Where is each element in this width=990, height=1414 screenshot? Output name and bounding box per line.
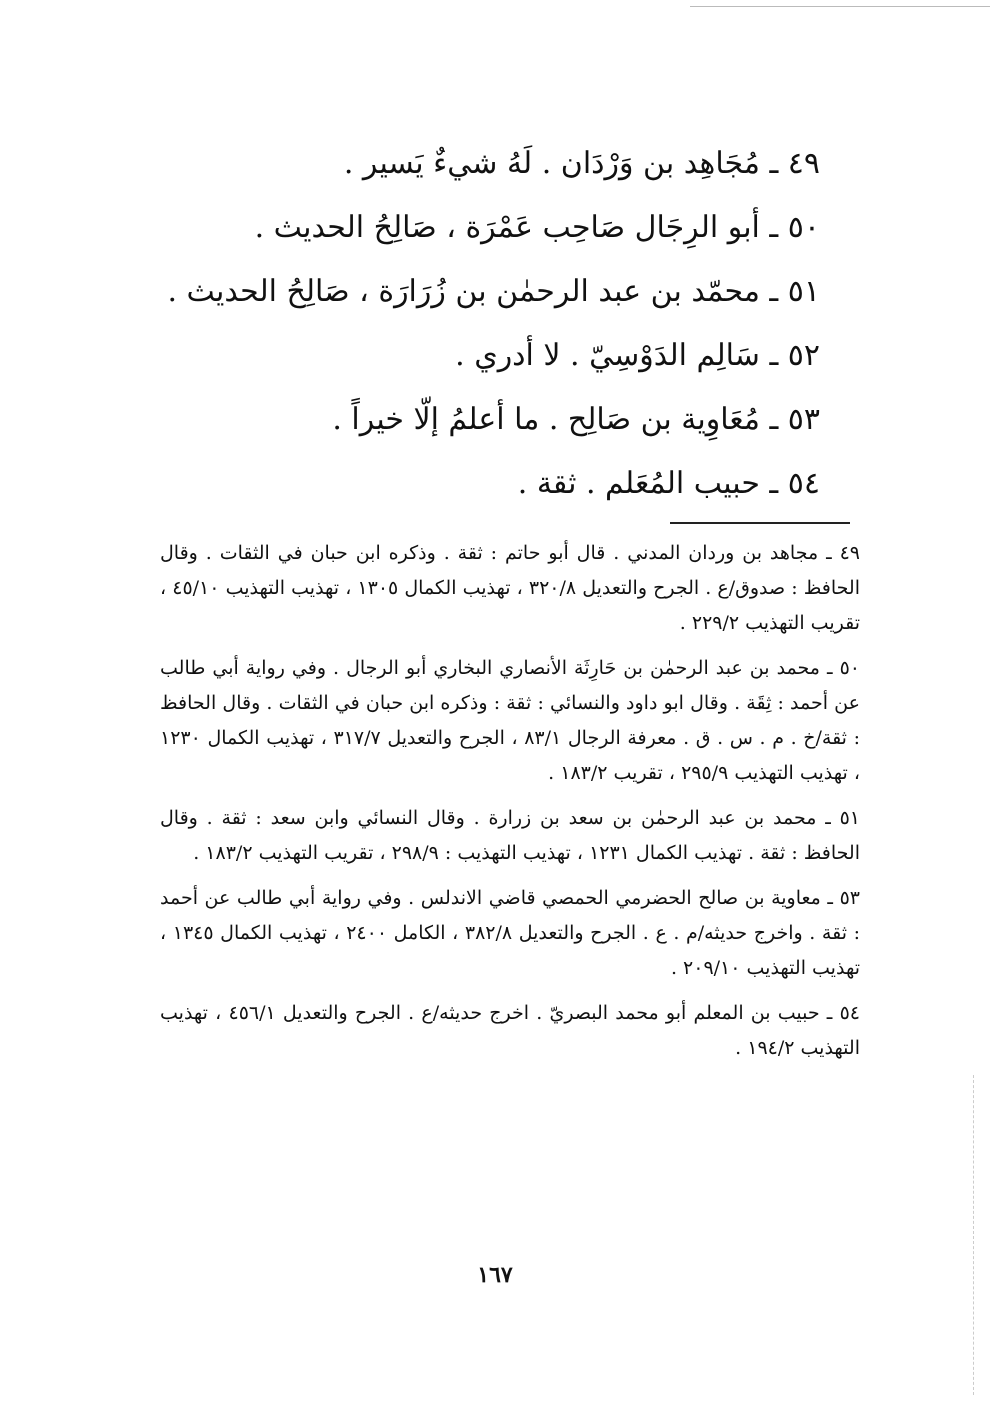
page-number: ١٦٧: [477, 1262, 513, 1288]
entry-52: ٥٢ ـ سَالِم الدَوْسِيّ . لا أدري .: [455, 338, 820, 373]
entry-49: ٤٩ ـ مُجَاهِد بن وَرْدَان . لَهُ شيءٌ يَسير .: [343, 146, 820, 181]
narrator-entries: [140, 132, 820, 516]
footnote-49: ٤٩ ـ مجاهد بن وردان المدني . قال أبو حاتم : ثقة . وذكره ابن حبان في الثقات . وقال الحافظ : صدوق/ع . الجرح والتعديل ٣٢٠/٨ ، تهذيب الكمال ١٣٠٥ ، تهذيب التهذيب ٤٥/١٠ ، تقريب التهذيب ٢٢٩/٢ .: [160, 542, 860, 634]
footnote-separator: [670, 522, 850, 524]
footnote-50: ٥٠ ـ محمد بن عبد الرحمٰن بن حَارِثَة الأنصاري البخاري أبو الرجال . وفي رواية أبي طالب عن أحمد : ثِقَة . وقال ابو داود والنسائي : ثقة : وذكره ابن حبان في الثقات . وقال الحافظ : ثقة/خ . م . س . ق . معرفة الرجال ٨٣/١ ، الجرح والتعديل ٣١٧/٧ ، تهذيب الكمال ١٢٣٠ ، تهذيب التهذيب ٢٩٥/٩ ، تقريب ١٨٣/٢ .: [160, 657, 860, 784]
entry-50: ٥٠ ـ أبو الرِجَال صَاحِب عَمْرَة ، صَالِحُ الحديث .: [254, 210, 820, 245]
footnote-54: ٥٤ ـ حبيب بن المعلم أبو محمد البصريّ . اخرج حديثه/ع . الجرح والتعديل ٤٥٦/١ ، تهذيب التهذيب ١٩٤/٢ .: [160, 1002, 860, 1059]
entry-54: ٥٤ ـ حبيب المُعَلم . ثقة .: [517, 466, 820, 501]
entry-53: ٥٣ ـ مُعَاوِية بن صَالِح . ما أعلمُ إلّا خيراً .: [332, 402, 820, 437]
top-edge-line: [690, 6, 990, 7]
footnotes: [160, 536, 860, 1076]
entry-51: ٥١ ـ محمّد بن عبد الرحمٰن بن زُرَارَة ، صَالِحُ الحديث .: [167, 274, 820, 309]
footnote-51: ٥١ ـ محمد بن عبد الرحمٰن بن سعد بن زرارة . وقال النسائي وابن سعد : ثقة . وقال الحافظ : ثقة . تهذيب الكمال ١٢٣١ ، تهذيب التهذيب : ٢٩٨/٩ ، تقريب التهذيب ١٨٣/٢ .: [160, 807, 860, 864]
footnote-53: ٥٣ ـ معاوية بن صالح الحضرمي الحمصي قاضي الاندلس . وفي رواية أبي طالب عن أحمد : ثقة . واخرج حديثه/م . ع . الجرح والتعديل ٣٨٢/٨ ، الكامل ٢٤٠٠ ، تهذيب الكمال ١٣٤٥ ، تهذيب التهذيب ٢٠٩/١٠ .: [160, 887, 860, 979]
margin-scan-marks: [971, 1075, 974, 1395]
